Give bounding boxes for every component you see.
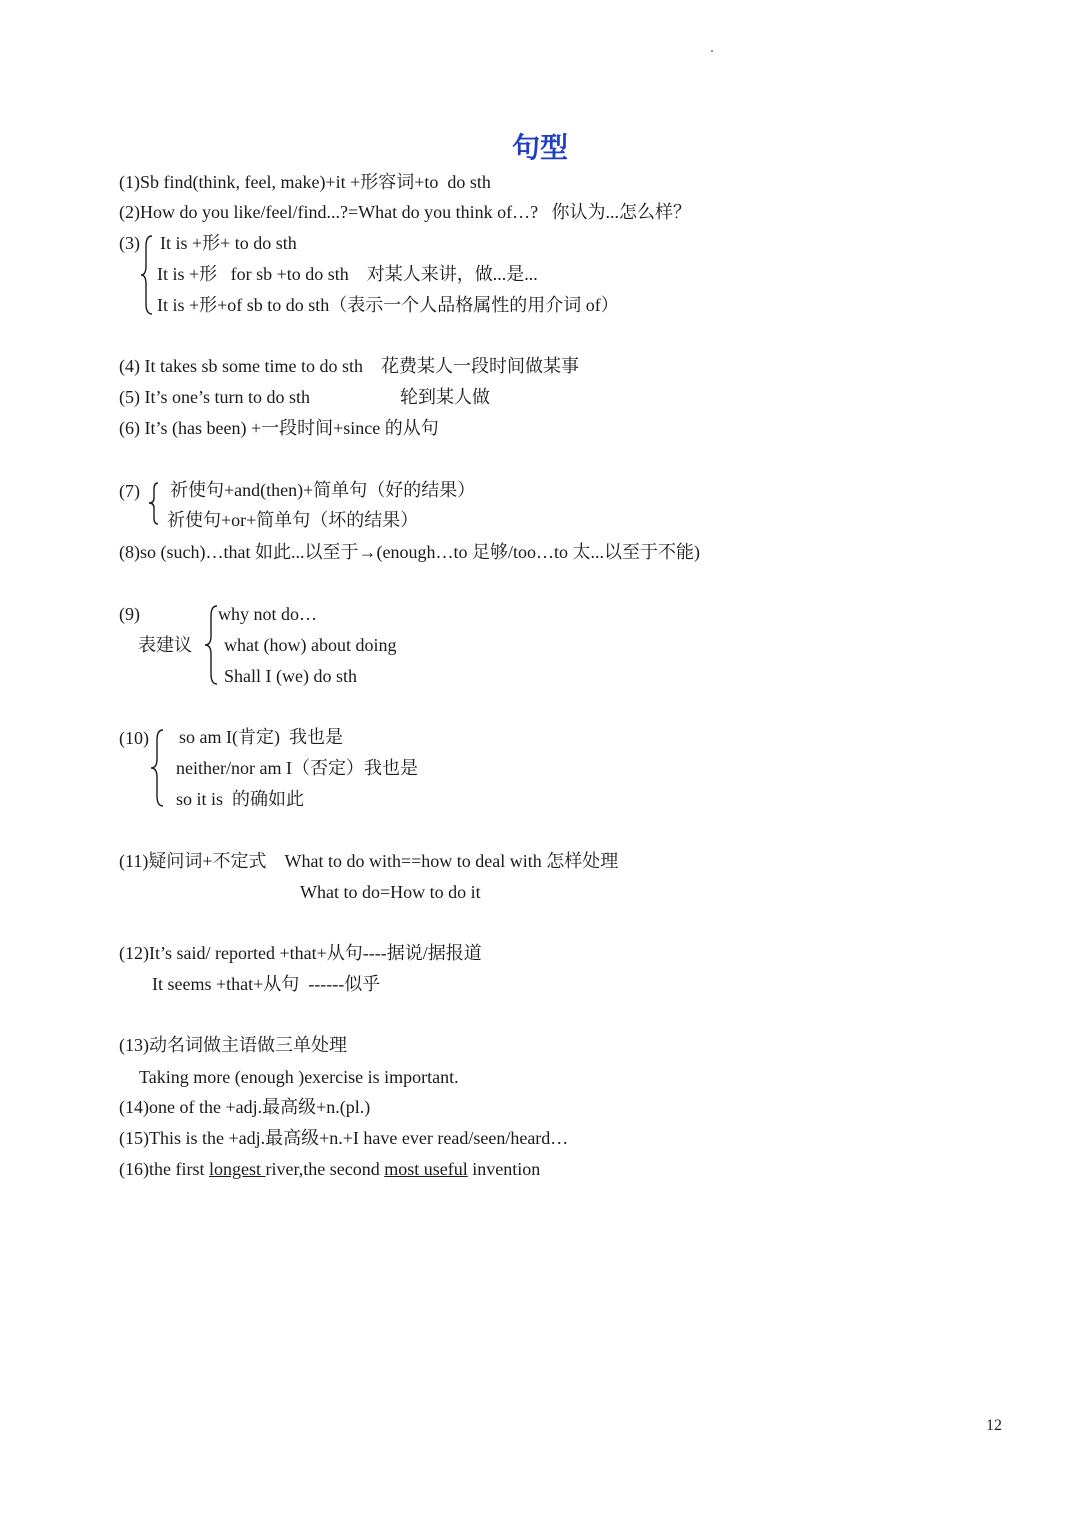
item-10-line-c: so it is 的确如此 <box>176 789 305 809</box>
item-7-line-a: 祈使句+and(then)+简单句（好的结果） <box>170 480 476 500</box>
brace-10-path <box>151 730 163 806</box>
item-10-line-b: neither/nor am I（否定）我也是 <box>176 758 418 778</box>
item-9-line-b: what (how) about doing <box>224 635 397 655</box>
item-16-underlined-most-useful: most useful <box>384 1159 468 1179</box>
item-4: (4) It takes sb some time to do sth 花费某人一段时间做某事 <box>119 356 579 376</box>
page-title: 句型 <box>511 131 568 164</box>
item-10-number: (10) <box>119 728 149 748</box>
item-14: (14)one of the +adj.最高级+n.(pl.) <box>119 1097 371 1117</box>
item-9-line-c: Shall I (we) do sth <box>224 666 357 686</box>
brace-9-path <box>205 606 217 684</box>
brace-3-path <box>141 236 152 314</box>
item-7-number: (7) <box>119 481 140 501</box>
item-9-number: (9) <box>119 604 140 624</box>
item-12-line-b: It seems +that+从句 ------似乎 <box>152 974 381 994</box>
item-12: (12)It’s said/ reported +that+从句----据说/据报道 <box>119 943 482 963</box>
brace-3 <box>140 234 156 316</box>
item-11-line-b: What to do=How to do it <box>300 882 481 902</box>
item-3-number: (3) <box>119 233 140 253</box>
item-13: (13)动名词做主语做三单处理 <box>119 1035 347 1055</box>
item-3-line-c: It is +形+of sb to do sth（表示一个人品格属性的用介词 of） <box>157 295 619 315</box>
brace-9 <box>203 604 219 686</box>
item-15: (15)This is the +adj.最高级+n.+I have ever read/seen/heard… <box>119 1128 569 1148</box>
item-16 <box>119 1157 540 1181</box>
item-11: (11)疑问词+不定式 What to do with==how to deal with 怎样处理 <box>119 851 619 871</box>
item-9-label: 表建议 <box>138 635 192 655</box>
stray-mark <box>711 50 713 52</box>
item-8: (8)so (such)…that 如此...以至于→(enough…to 足够/too…to 太...以至于不能) <box>119 542 700 562</box>
brace-7 <box>148 481 162 527</box>
brace-10 <box>150 728 166 808</box>
item-16-part-2: river,the second <box>265 1159 385 1179</box>
item-13-example: Taking more (enough )exercise is important. <box>139 1067 459 1087</box>
item-16-part-1: (16)the first <box>119 1159 209 1179</box>
item-5-translation: 轮到某人做 <box>400 387 490 407</box>
item-10-line-a: so am I(肯定) 我也是 <box>179 727 343 747</box>
item-7-line-b: 祈使句+or+简单句（坏的结果） <box>167 510 419 530</box>
brace-7-path <box>149 483 158 524</box>
item-1: (1)Sb find(think, feel, make)+it +形容词+to do sth <box>119 172 491 192</box>
item-9-line-a: why not do… <box>218 604 317 624</box>
item-6: (6) It’s (has been) +一段时间+since 的从句 <box>119 418 439 438</box>
item-3-line-a: It is +形+ to do sth <box>160 233 297 253</box>
item-16-part-3: invention <box>467 1159 541 1179</box>
item-5: (5) It’s one’s turn to do sth <box>119 387 310 407</box>
item-2: (2)How do you like/feel/find...?=What do you think of…? 你认为...怎么样？ <box>119 202 692 222</box>
item-16-underlined-longest: longest <box>208 1159 266 1179</box>
item-3-line-b: It is +形 for sb +to do sth 对某人来讲，做...是... <box>157 264 538 284</box>
page-number: 12 <box>986 1417 1002 1434</box>
